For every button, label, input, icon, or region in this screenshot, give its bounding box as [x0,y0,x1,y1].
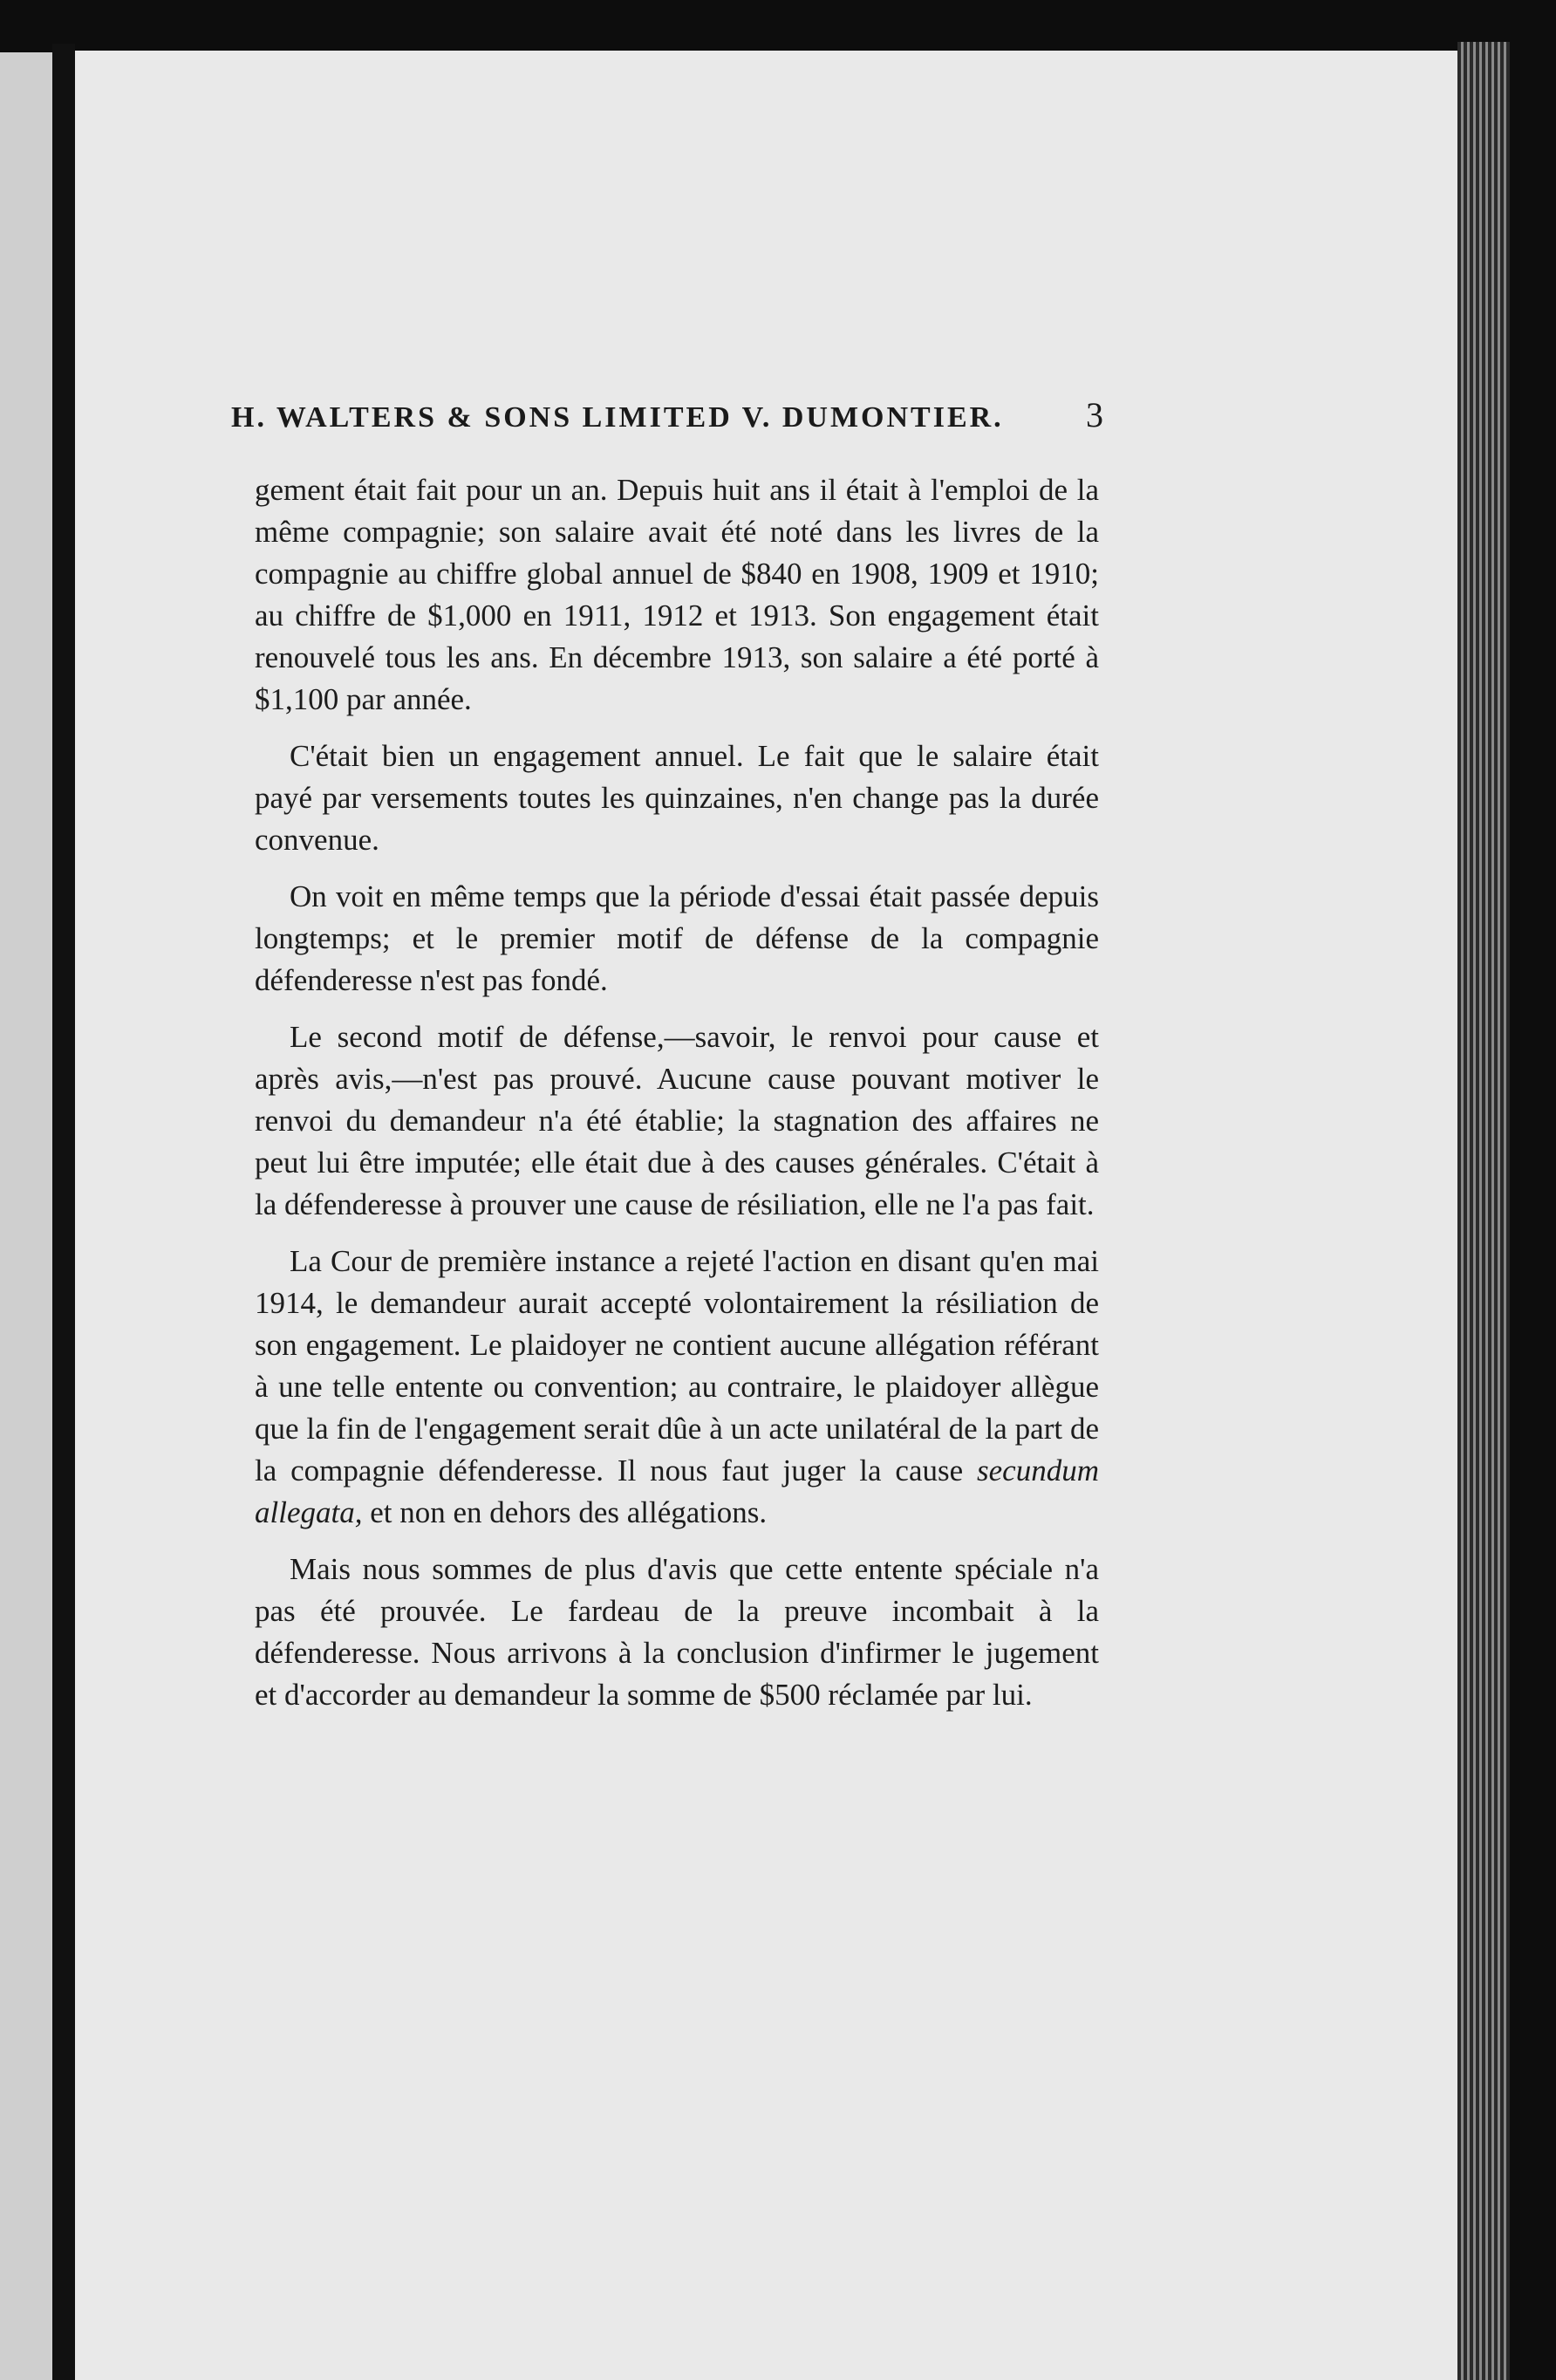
page-number: 3 [1086,395,1103,434]
paragraph-5-text-a: La Cour de première instance a rejeté l'action en disant qu'en mai 1914, le demandeur aurait accepté volontairement la résiliation de son engagement. Le plaidoyer ne contient aucune allégation référant à une telle entente ou convention; au contraire, le plaidoyer allègue que la fin de l'engagement serait dûe à un acte unilatéral de la part de la compagnie défenderesse. Il nous faut juger la cause [255,1244,1099,1488]
running-title: H. WALTERS & SONS LIMITED V. DUMONTIER. [231,401,1004,434]
paragraph-6: Mais nous sommes de plus d'avis que cette entente spéciale n'a pas été prouvée. Le fardeau de la preuve incombait à la défenderesse. Nous arrivons à la conclusion d'infirmer le jugement et d'accorder au demandeur la somme de $500 réclamée par lui. [255,1552,1099,1712]
paragraph-2: C'était bien un engagement annuel. Le fait que le salaire était payé par versements toutes les quinzaines, n'en change pas la durée convenue. [255,739,1099,857]
paragraph-4: Le second motif de défense,—savoir, le renvoi pour cause et après avis,—n'est pas prouvé. Aucune cause pouvant motiver le renvoi du demandeur n'a été établie; la stagnation des affaires ne peut lui être imputée; elle était due à des causes générales. C'était à la défenderesse à prouver une cause de résiliation, elle ne l'a pas fait. [255,1020,1099,1221]
page-edges [1457,42,1510,2380]
scan-left-margin [0,52,52,2380]
paragraph-5-text-b: et non en dehors des allégations. [362,1495,768,1529]
running-header [231,394,1103,435]
paragraph-5 [255,1241,1099,1534]
book-binding [52,44,75,2380]
paragraph-1: gement était fait pour un an. Depuis huit ans il était à l'emploi de la même compagnie; son salaire avait été noté dans les livres de la compagnie au chiffre global annuel de $840 en 1908, 1909 et 1910; au chiffre de $1,000 en 1911, 1912 et 1913. Son engagement était renouvelé tous les ans. En décembre 1913, son salaire a été porté à $1,100 par année. [255,473,1099,716]
paragraph-3: On voit en même temps que la période d'essai était passée depuis longtemps; et le premier motif de défense de la compagnie défenderesse n'est pas fondé. [255,879,1099,997]
latin-phrase: secundum allegata, [255,1453,1099,1529]
body-text [255,469,1099,1731]
scan-right-margin [1510,0,1556,2380]
